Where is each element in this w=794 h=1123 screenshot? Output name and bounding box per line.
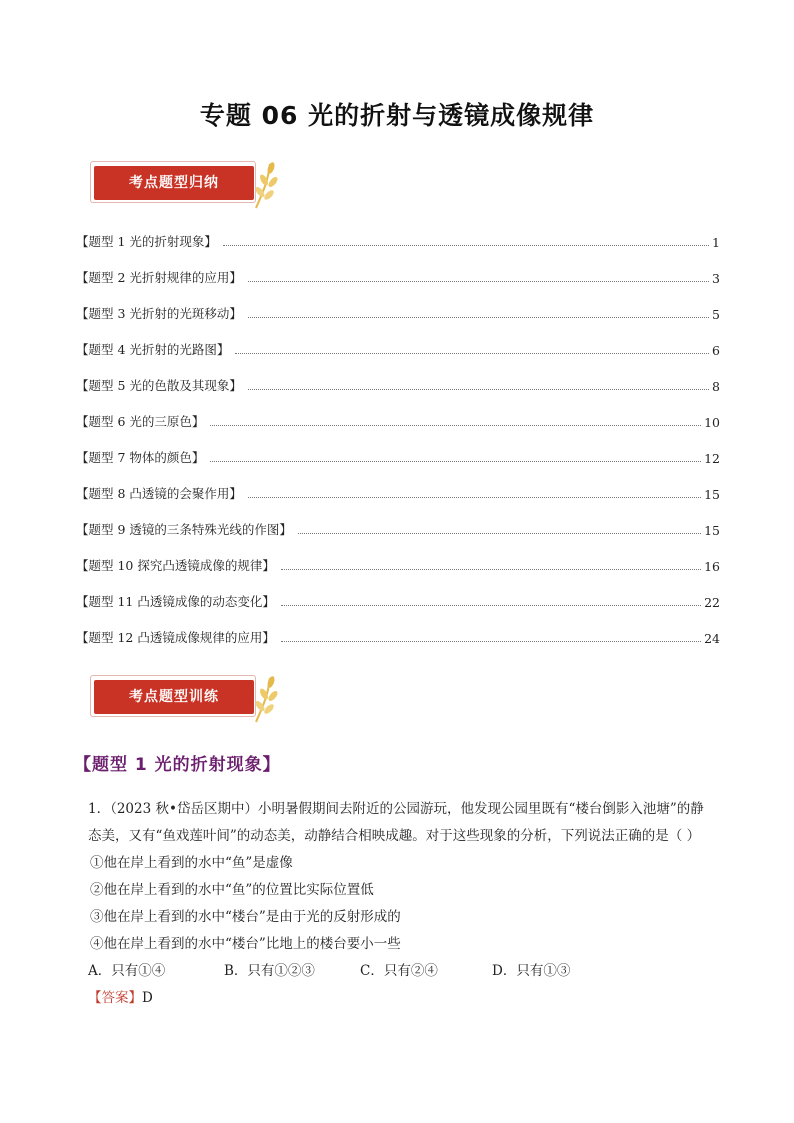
toc-page: 15 [704, 523, 720, 538]
toc-row-10[interactable] [76, 554, 720, 574]
toc-page: 6 [712, 343, 720, 358]
toc-label: 【题型 9 透镜的三条特殊光线的作图】 [76, 522, 292, 537]
toc-leader [281, 641, 701, 642]
toc-row-11[interactable] [76, 590, 720, 610]
page-title: 专题 06 光的折射与透镜成像规律 [199, 101, 595, 130]
answer-value: D [142, 990, 153, 1006]
wheat-icon [252, 160, 278, 210]
answer-label: 【答案】 [88, 990, 142, 1006]
toc-row-1[interactable] [76, 230, 720, 250]
toc-leader [298, 533, 701, 534]
toc-label: 【题型 2 光折射规律的应用】 [76, 270, 242, 285]
question-1 [88, 796, 728, 1012]
toc-label: 【题型 6 光的三原色】 [76, 414, 205, 429]
statement-4: ④他在岸上看到的水中“楼台”比地上的楼台要小一些 [90, 936, 401, 952]
toc-leader [210, 461, 701, 462]
statement-3: ③他在岸上看到的水中“楼台”是由于光的反射形成的 [90, 909, 401, 925]
toc-leader [248, 389, 709, 390]
toc-page: 16 [704, 559, 720, 574]
toc-label: 【题型 3 光折射的光斑移动】 [76, 306, 242, 321]
banner-training-label: 考点题型训练 [129, 689, 219, 705]
banner-summary-label: 考点题型归纳 [129, 175, 219, 191]
toc-row-2[interactable] [76, 266, 720, 286]
toc-row-5[interactable] [76, 374, 720, 394]
option-c[interactable]: C．只有②④ [360, 963, 438, 979]
toc-row-9[interactable] [76, 518, 720, 538]
toc-leader [223, 245, 709, 246]
answer-line [88, 985, 728, 1012]
toc-page: 22 [704, 595, 720, 610]
toc-label: 【题型 7 物体的颜色】 [76, 450, 205, 465]
toc-label: 【题型 11 凸透镜成像的动态变化】 [76, 594, 275, 609]
toc-row-4[interactable] [76, 338, 720, 358]
question-stem-line-1: 1．（2023 秋•岱岳区期中）小明暑假期间去附近的公园游玩，他发现公园里既有“楼台倒影入池塘”的静 [88, 801, 704, 817]
toc-row-3[interactable] [76, 302, 720, 322]
answer-options [88, 958, 728, 985]
toc-page: 24 [704, 631, 720, 646]
toc-row-7[interactable] [76, 446, 720, 466]
toc-leader [281, 605, 701, 606]
option-a[interactable]: A．只有①④ [88, 963, 166, 979]
toc-page: 8 [712, 379, 720, 394]
statement-1: ①他在岸上看到的水中“鱼”是虚像 [90, 855, 293, 871]
toc-label: 【题型 8 凸透镜的会聚作用】 [76, 486, 242, 501]
wheat-icon [252, 674, 278, 724]
banner-training [90, 670, 290, 726]
toc-leader [210, 425, 701, 426]
question-stem-line-2: 态美，又有“鱼戏莲叶间”的动态美，动静结合相映成趣。对于这些现象的分析，下列说法正确的是（ ） [88, 828, 701, 844]
banner-summary [90, 156, 290, 212]
toc-leader [248, 497, 701, 498]
section-heading: 【题型 1 光的折射现象】 [74, 755, 281, 775]
toc-leader [281, 569, 701, 570]
toc-page: 12 [704, 451, 720, 466]
toc-page: 15 [704, 487, 720, 502]
option-b[interactable]: B．只有①②③ [224, 963, 315, 979]
toc-page: 3 [712, 271, 720, 286]
toc-page: 1 [712, 235, 720, 250]
toc-row-12[interactable] [76, 626, 720, 646]
toc-leader [235, 353, 709, 354]
statement-2: ②他在岸上看到的水中“鱼”的位置比实际位置低 [90, 882, 374, 898]
toc-page: 10 [704, 415, 720, 430]
option-d[interactable]: D．只有①③ [492, 963, 571, 979]
toc-leader [248, 317, 709, 318]
toc-page: 5 [712, 307, 720, 322]
toc-label: 【题型 12 凸透镜成像规律的应用】 [76, 630, 275, 645]
toc-label: 【题型 4 光折射的光路图】 [76, 342, 230, 357]
toc-label: 【题型 1 光的折射现象】 [76, 234, 217, 249]
toc-label: 【题型 10 探究凸透镜成像的规律】 [76, 558, 275, 573]
toc-row-8[interactable] [76, 482, 720, 502]
toc-label: 【题型 5 光的色散及其现象】 [76, 378, 242, 393]
toc-row-6[interactable] [76, 410, 720, 430]
toc-leader [248, 281, 709, 282]
